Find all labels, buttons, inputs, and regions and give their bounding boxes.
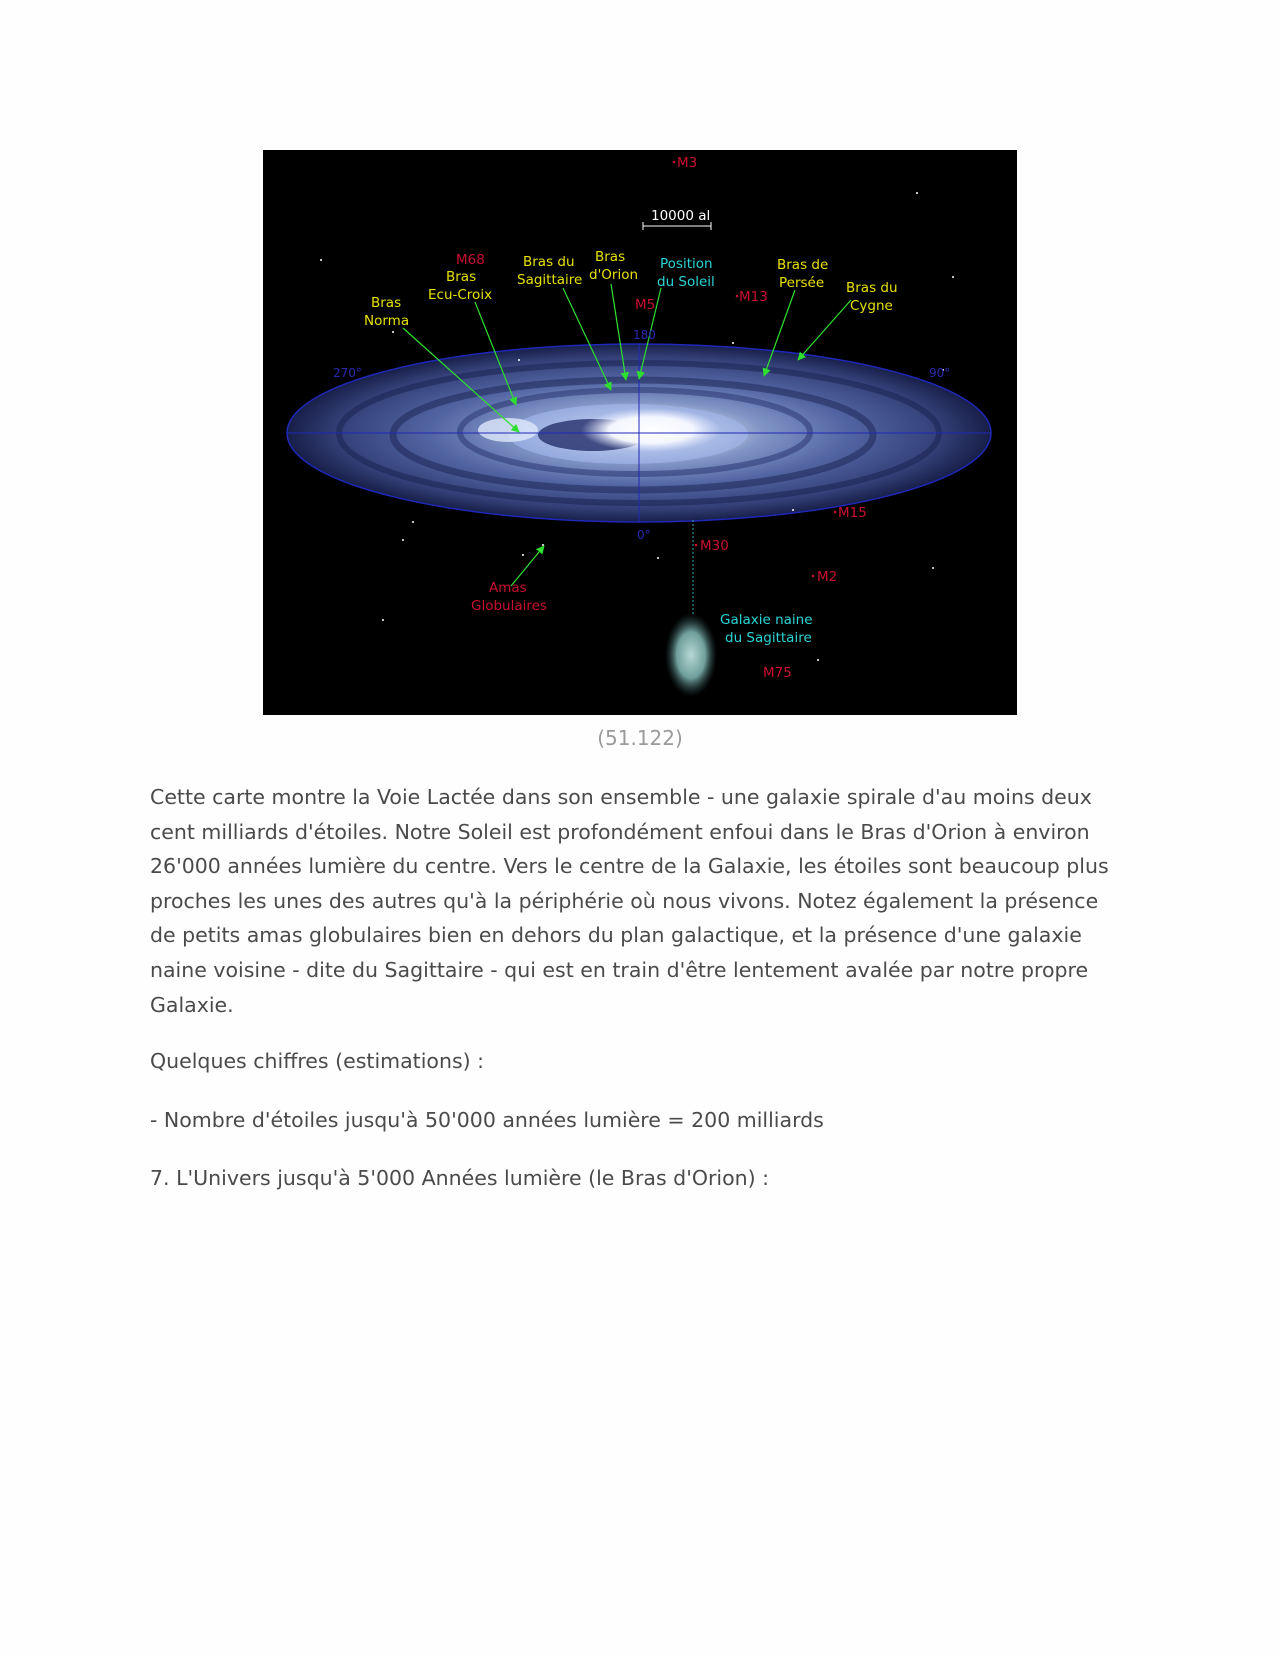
label-position-soleil-2: du Soleil bbox=[657, 274, 715, 290]
label-galaxie-naine-1: Galaxie naine bbox=[720, 612, 813, 628]
label-bras-ecu-1: Bras bbox=[446, 269, 477, 285]
paragraph-section-7: 7. L'Univers jusqu'à 5'000 Années lumière (le Bras d'Orion) : bbox=[150, 1166, 770, 1191]
label-m30: M30 bbox=[700, 538, 729, 554]
label-270: 270° bbox=[333, 366, 362, 380]
paragraph-star-count: - Nombre d'étoiles jusqu'à 50'000 années lumière = 200 milliards bbox=[150, 1107, 824, 1132]
paragraph-description: Cette carte montre la Voie Lactée dans son ensemble - une galaxie spirale d'au moins deux cent milliards d'étoiles. Notre Soleil est profondément enfoui dans le Bras d'Orion à environ 26'000 années lumière du centre. Vers le centre de la Galaxie, les étoiles sont beaucoup plus proches les unes des autres qu'à la périphérie où nous vivons. Notez également la présence de petits amas globulaires bien en dehors du plan galactique, et la présence d'une galaxie naine voisine - dite du Sagittaire - qui est en train d'être lentement avalée par notre propre Galaxie. bbox=[150, 785, 1109, 1017]
label-bras-orion-2: d'Orion bbox=[589, 267, 639, 283]
label-180: 180 bbox=[633, 328, 656, 342]
article-body bbox=[150, 780, 1130, 1220]
label-0: 0° bbox=[637, 528, 651, 542]
scale-bar-label: 10000 al bbox=[651, 208, 711, 224]
label-m68: M68 bbox=[456, 252, 485, 268]
label-galaxie-naine-2: du Sagittaire bbox=[725, 630, 812, 646]
label-bras-persee-1: Bras de bbox=[777, 257, 829, 273]
label-amas-2: Globulaires bbox=[471, 598, 547, 614]
figure-caption: (51.122) bbox=[597, 726, 683, 750]
label-bras-orion-1: Bras bbox=[595, 249, 626, 265]
label-m5: M5 bbox=[635, 297, 656, 313]
label-bras-cygne-2: Cygne bbox=[850, 298, 893, 314]
galaxy-disk bbox=[287, 344, 991, 522]
label-position-soleil-1: Position bbox=[660, 256, 713, 272]
label-bras-norma-2: Norma bbox=[364, 313, 410, 329]
label-bras-cygne-1: Bras du bbox=[846, 280, 898, 296]
label-m75: M75 bbox=[763, 665, 792, 681]
label-amas-1: Amas bbox=[489, 580, 527, 596]
label-m15: M15 bbox=[838, 505, 867, 521]
milky-way-map-svg bbox=[263, 150, 1017, 715]
milky-way-map bbox=[263, 150, 1017, 715]
label-m2: M2 bbox=[817, 569, 838, 585]
paragraph-figures-heading: Quelques chiffres (estimations) : bbox=[150, 1049, 485, 1074]
dwarf-galaxy bbox=[665, 613, 717, 697]
label-bras-ecu-2: Ecu-Croix bbox=[428, 287, 493, 303]
label-bras-persee-2: Persée bbox=[779, 275, 825, 291]
scale-bar bbox=[643, 208, 711, 230]
label-m13: M13 bbox=[739, 289, 768, 305]
label-90: 90° bbox=[929, 366, 951, 380]
label-m3: M3 bbox=[677, 155, 698, 171]
label-bras-sagittaire-1: Bras du bbox=[523, 254, 575, 270]
label-bras-norma-1: Bras bbox=[371, 295, 402, 311]
label-bras-sagittaire-2: Sagittaire bbox=[517, 272, 583, 288]
